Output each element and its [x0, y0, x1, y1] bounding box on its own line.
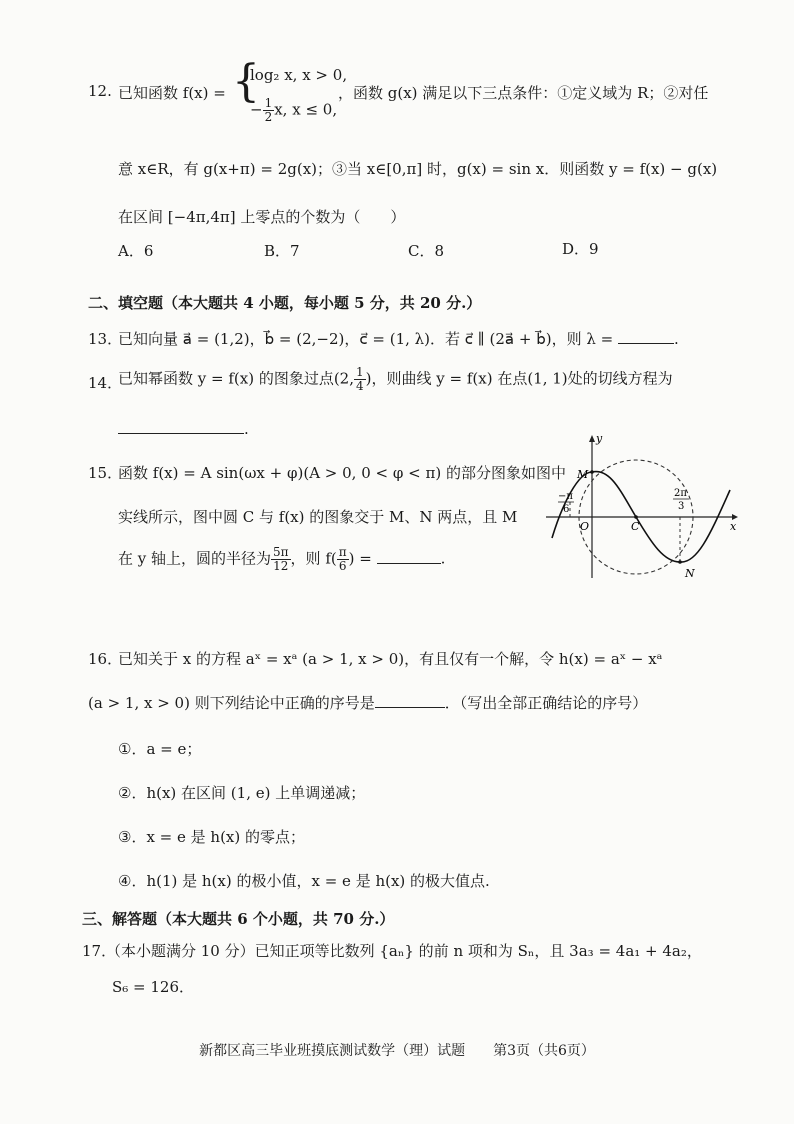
q12-case1: log₂ x, x > 0, [250, 66, 348, 84]
q12-option-a: A．6 [118, 242, 154, 260]
q15-line2: 实线所示，图中圆 C 与 f(x) 的图象交于 M、N 两点，且 M [118, 508, 518, 526]
twopi3-num: 2π [674, 488, 687, 499]
q12-option-d: D．9 [562, 240, 599, 258]
q12-conditions-c: 在区间 [−4π,4π] 上零点的个数为（ ） [118, 208, 406, 226]
q16-item-1: ①．a = e； [118, 740, 202, 758]
q12-conditions-a: ，函数 g(x) 满足以下三点条件：①定义域为 R；②对任 [338, 84, 709, 102]
m-label: M [577, 468, 589, 481]
q15-number: 15． [88, 464, 123, 482]
q13-answer-blank[interactable] [618, 343, 674, 344]
q14-answer-blank[interactable] [118, 433, 244, 434]
y-label: y [596, 432, 603, 445]
quarter-fraction: $\frac{1}{4}$ [356, 365, 364, 394]
sine-circle-figure [540, 430, 740, 580]
q16-item-3: ③．x = e 是 h(x) 的零点； [118, 828, 306, 846]
x-label: x [730, 520, 737, 533]
q13-number: 13． [88, 330, 123, 348]
q16-line1: 已知关于 x 的方程 aˣ = xᵃ (a > 1, x > 0)，有且仅有一个解，令 h(x) = aˣ − xᵃ [118, 650, 663, 668]
q12-case2: − $\frac{1}{2}$ x, x ≤ 0, [250, 96, 338, 125]
q14-number: 14． [88, 374, 123, 392]
half-fraction: $\frac{1}{2}$ [264, 96, 273, 125]
q12-number: 12. [88, 82, 112, 100]
point-m [590, 470, 594, 474]
twopi3-den: 3 [678, 501, 685, 512]
n-label: N [685, 567, 695, 580]
q14-answer: . [118, 420, 249, 438]
q12-lead: 已知函数 f(x) = [118, 84, 226, 102]
q17-line2: S₆ = 126． [112, 978, 195, 996]
neg-pi6-den: 6 [563, 504, 570, 515]
neg-pi6-num: −π [558, 491, 573, 502]
origin-label: O [580, 520, 590, 533]
q15-line3: 在 y 轴上，圆的半径为 $\frac{5\pi}{12}$ ，则 f( $\frac{\pi}{6}$ ) = . [118, 545, 446, 574]
q12-option-b: B．7 [264, 242, 300, 260]
q12-conditions-b: 意 x∈R，有 g(x+π) = 2g(x)；③当 x∈[0,π] 时，g(x) = sin x．则函数 y = f(x) − g(x) [118, 160, 718, 178]
q16-item-2: ②．h(x) 在区间 (1, e) 上单调递减； [118, 784, 366, 802]
q17-line1: （本小题满分 10 分）已知正项等比数列 {aₙ} 的前 n 项和为 Sₙ，且 3a₃ = 4a₁ + 4a₂， [106, 942, 702, 960]
q15-line1: 函数 f(x) = A sin(ωx + φ)(A > 0, 0 < φ < π) 的部分图象如图中 [118, 464, 566, 482]
q13-text: 已知向量 a⃗ = (1,2)，b⃗ = (2,−2)，c⃗ = (1, λ)．若 c⃗ ∥ (2a⃗ + b⃗)，则 λ = . [118, 330, 679, 348]
q12-option-c: C．8 [408, 242, 445, 260]
q15-answer-blank[interactable] [377, 563, 441, 564]
section-fill-in-heading: 二、填空题（本大题共 4 小题，每小题 5 分，共 20 分.） [88, 294, 482, 312]
page-footer: 新都区高三毕业班摸底测试数学（理）试题 第3页（共6页） [199, 1043, 595, 1059]
point-n [678, 560, 682, 564]
piecewise-brace: { [232, 56, 260, 107]
section-answer-heading: 三、解答题（本大题共 6 个小题，共 70 分.） [82, 910, 395, 928]
q17-number: 17． [82, 942, 117, 960]
point-c [634, 515, 638, 519]
q16-answer-blank[interactable] [375, 707, 445, 708]
pi-over-6-fraction: $\frac{\pi}{6}$ [338, 545, 347, 574]
q16-line2: (a > 1, x > 0) 则下列结论中正确的序号是 ．（写出全部正确结论的序号） [88, 694, 648, 712]
c-label: C [631, 520, 640, 533]
y-axis-arrow [589, 435, 595, 442]
q14-text: 已知幂函数 y = f(x) 的图象过点(2, $\frac{1}{4}$ )，则曲线 y = f(x) 在点(1, 1)处的切线方程为 [118, 365, 673, 394]
q16-item-4: ④．h(1) 是 h(x) 的极小值，x = e 是 h(x) 的极大值点. [118, 872, 490, 890]
q16-number: 16． [88, 650, 123, 668]
radius-fraction: $\frac{5\pi}{12}$ [273, 545, 289, 574]
